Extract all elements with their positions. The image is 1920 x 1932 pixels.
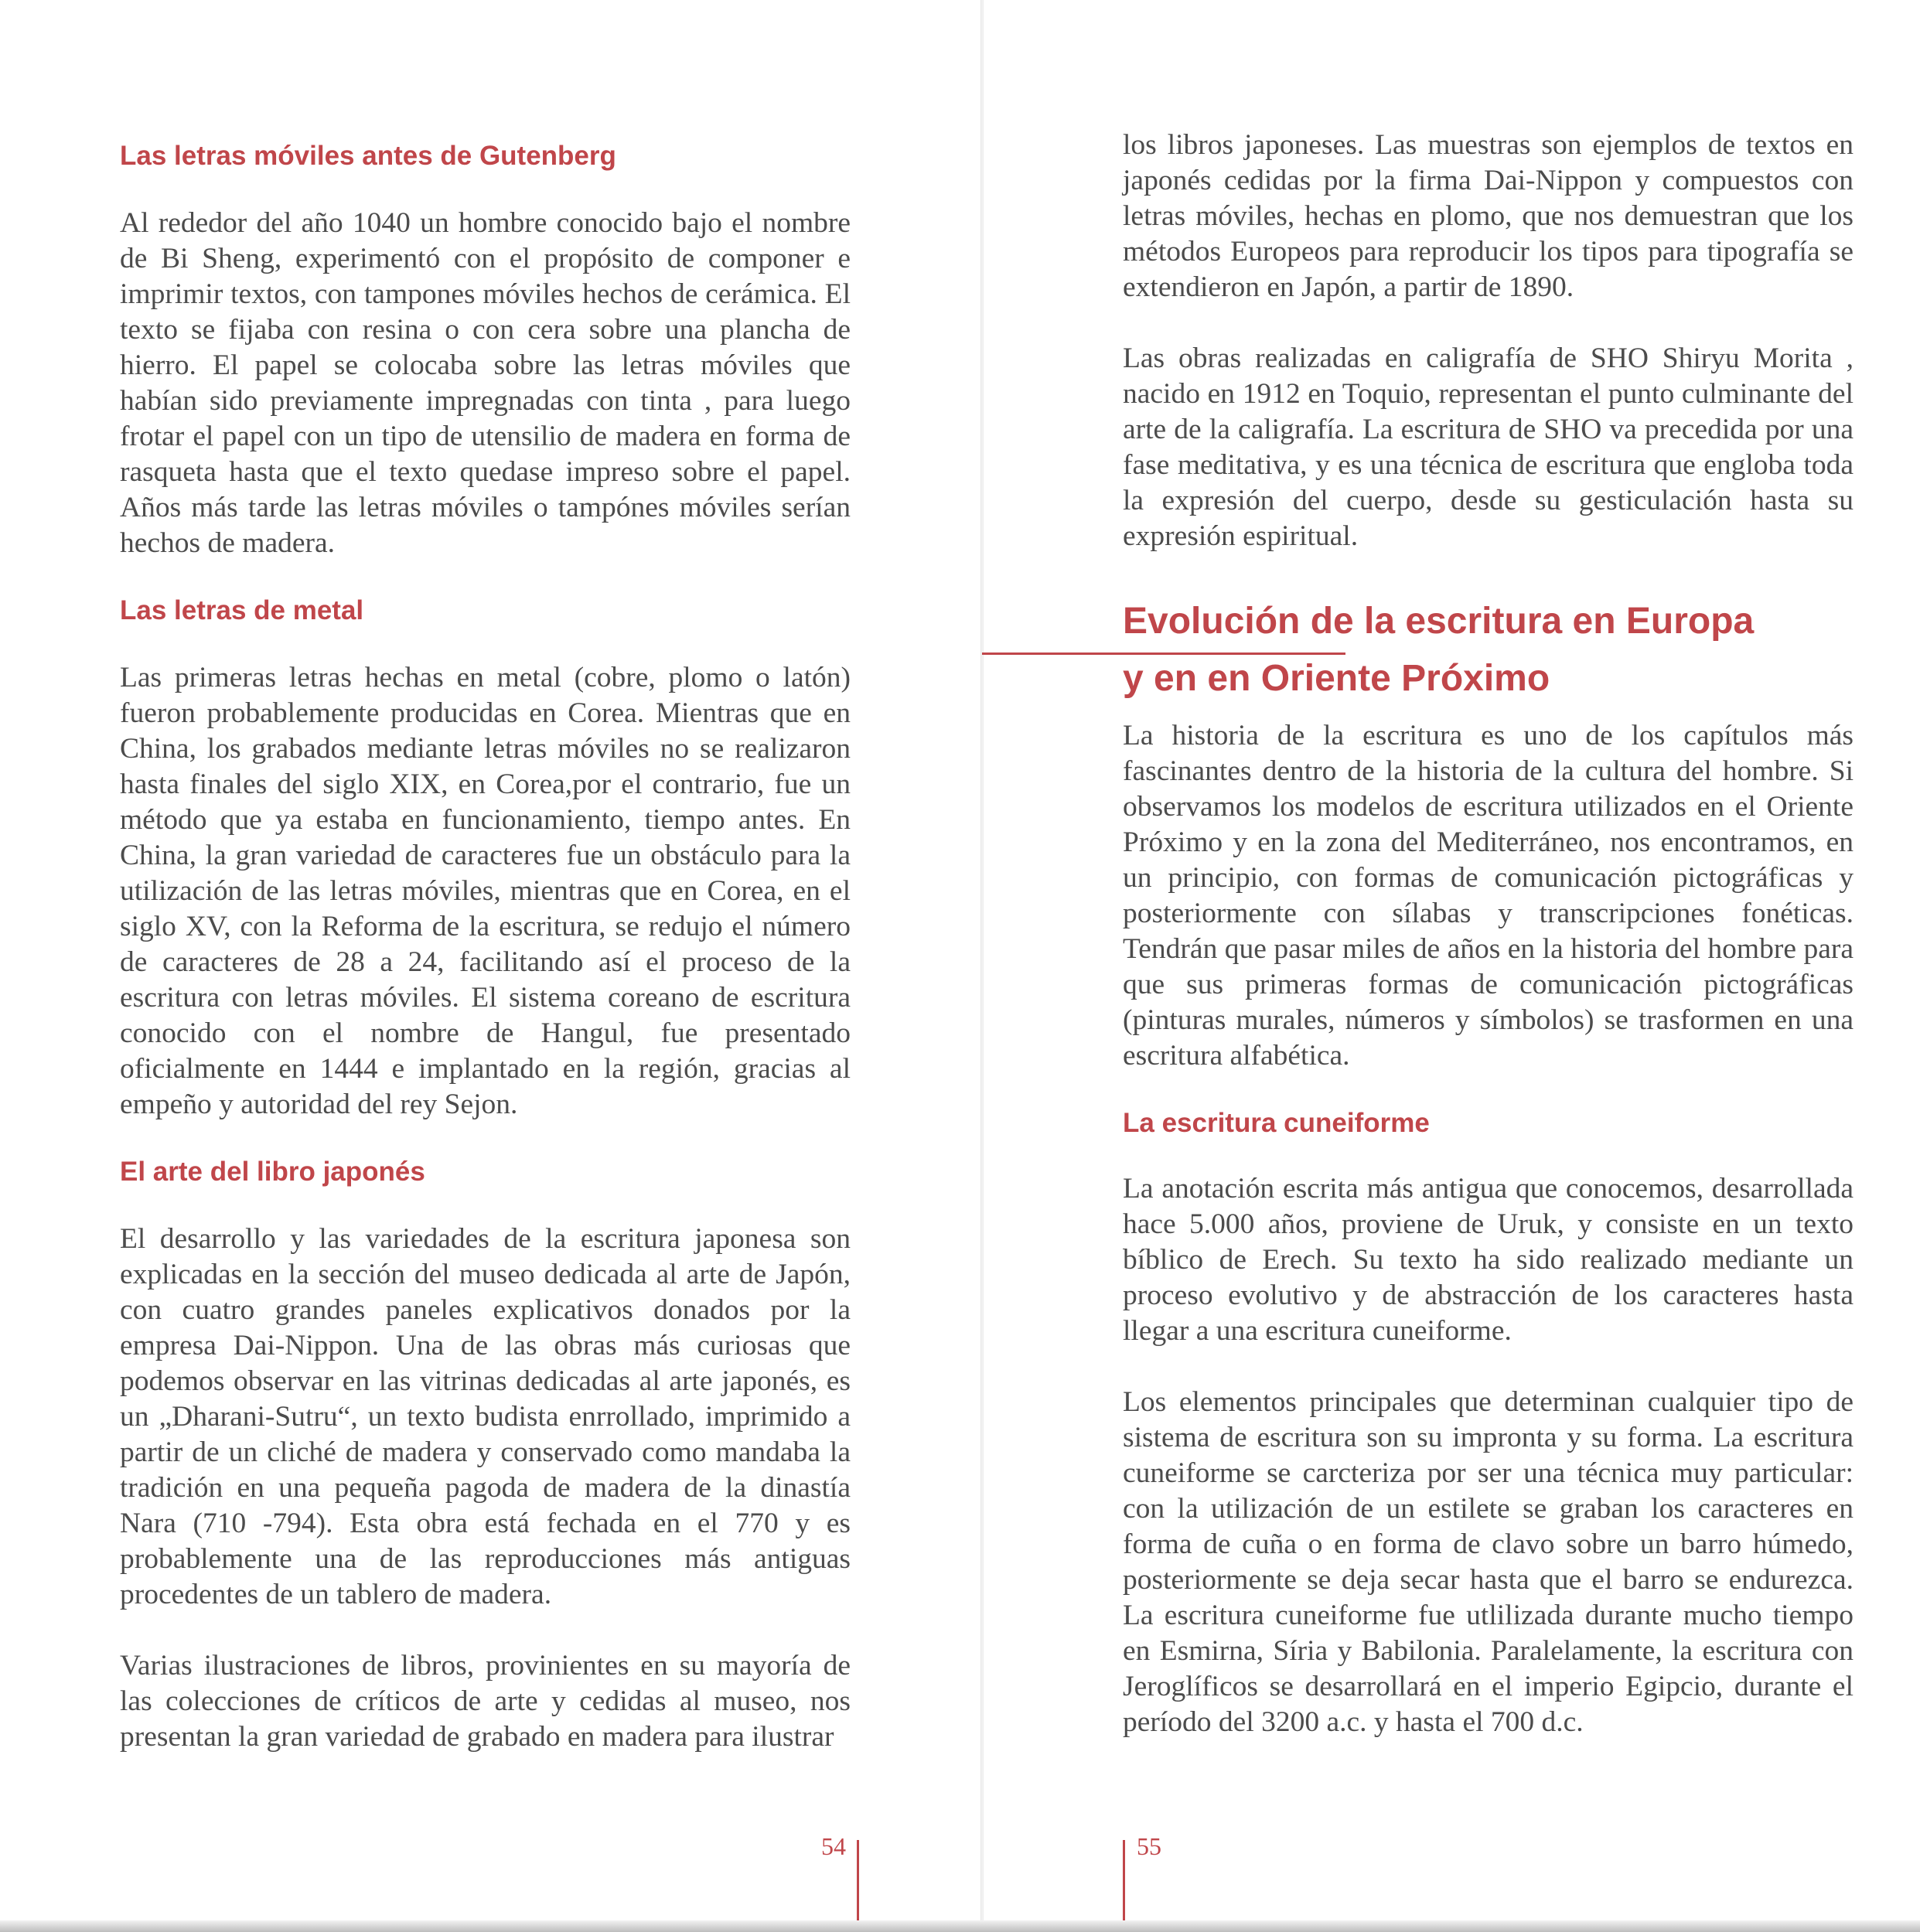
chapter-title-line-1: Evolución de la escritura en Europa — [1123, 601, 1755, 642]
section-heading-gutenberg: Las letras móviles antes de Gutenberg — [120, 141, 616, 171]
paragraph-japanese-continued: los libros japoneses. Las muestras son ejemplos de textos en japonés cedidas por la firma Dai-Nippon y compuestos con letras móviles, hechas en plomo, que nos demuestran que los métodos Europeos para reproducir los tipos para tipografía se extendieron en Japón, a partir de 1890. — [1123, 129, 1853, 303]
page-bottom-edge — [0, 1920, 1920, 1932]
chapter-title-rule — [982, 653, 1345, 655]
paragraph-metal: Las primeras letras hechas en metal (cobre, plomo o latón) fueron probablemente producidas en Corea. Mientras que en China, los grabados mediante letras móviles no se realizaron hasta finales del siglo XIX, en Corea,por el contrario, fue un método que ya estaba en funcionamiento, tiempo antes. En China, la gran variedad de caracteres fue un obstáculo para la utilización de las letras móviles, mientras que en Corea, en el siglo XV, con la Reforma de la escritura, se redujo el número de caracteres de 28 a 24, facilitando así el proceso de la escritura con letras móviles. El sistema coreano de escritura conocido con el nombre de Hangul, fue presentado oficialmente en 1444 e implantado en la región, gracias al empeño y autoridad del rey Sejon. — [120, 662, 851, 1120]
paragraph-sho-calligraphy: Las obras realizadas en caligrafía de SHO Shiryu Morita , nacido en 1912 en Toquio, representan el punto culminante del arte de la caligrafía. La escritura de SHO va precedida por una fase meditativa, y es una técnica de escritura que engloba toda la expresión del cuerpo, desde su gesticulación hasta su expresión espiritual. — [1123, 342, 1853, 552]
paragraph-cuneiform-1: La anotación escrita más antigua que conocemos, desarrollada hace 5.000 años, proviene de Uruk, y consiste en un texto bíblico de Erech. Su texto ha sido realizado mediante un proceso evolutivo y de abstracción de los caracteres hasta llegar a una escritura cuneiforme. — [1123, 1173, 1853, 1347]
paragraph-gutenberg: Al rededor del año 1040 un hombre conocido bajo el nombre de Bi Sheng, experimentó con el propósito de componer e imprimir textos, con tampones móviles hechos de cerámica. El texto se fijaba con resina o con cera sobre una plancha de hierro. El papel se colocaba sobre las letras móviles que habían sido previamente impregnadas con tinta , para luego frotar el papel con un tipo de utensilio de madera en forma de rasqueta hasta que el texto quedase impreso sobre el papel. Años más tarde las letras móviles o tampónes móviles serían hechos de madera. — [120, 207, 851, 559]
chapter-title-line-2: y en en Oriente Próximo — [1123, 658, 1550, 699]
section-heading-japanese-book: El arte del libro japonés — [120, 1157, 425, 1187]
paragraph-history-writing: La historia de la escritura es uno de los capítulos más fascinantes dentro de la historia de la cultura del hombre. Si observamos los modelos de escritura utilizados en el Oriente Próximo y en la zona del Mediterráneo, nos encontramos, en un principio, con formas de comunicación pictográficas y posteriormente con sílabas y transcripciones fonéticas. Tendrán que pasar miles de años en la historia del hombre para que sus primeras formas de comunicación pictográficas (pinturas murales, números y símbolos) se trasformen en una escritura alfabética. — [1123, 720, 1853, 1072]
page-number-right: 55 — [1137, 1832, 1161, 1860]
page-number-left: 54 — [821, 1832, 846, 1860]
right-column — [1123, 128, 1853, 1740]
left-column — [120, 139, 851, 1755]
paragraph-japanese-book-1: El desarrollo y las variedades de la escritura japonesa son explicadas en la sección del museo dedicada al arte de Japón, con cuatro grandes paneles explicativos donados por la empresa Dai-Nippon. Una de las obras más curiosas que podemos observar en las vitrinas dedicadas al arte japonés, es un „Dharani-Sutru“, un texto budista enrrollado, imprimido a partir de un cliché de madera y conservado como mandaba la tradición en una pequeña pagoda de madera de la dinastía Nara (710 -794). Esta obra está fechada en el 770 y es probablemente una de las reproducciones más antiguas procedentes de un tablero de madera. — [120, 1223, 851, 1610]
folio-rule-right — [1123, 1840, 1125, 1925]
folio-rule-left — [857, 1840, 859, 1925]
paragraph-cuneiform-2: Los elementos principales que determinan cualquier tipo de sistema de escritura son su impronta y su forma. La escritura cuneiforme se carcteriza por ser una técnica muy particular: con la utilización de un estilete se graban los caracteres en forma de cuña o en forma de clavo sobre un barro húmedo, posteriormente se deja secar hasta que el barro se endurezca. La escritura cuneiforme fue utlilizada durante mucho tiempo en Esmirna, Síria y Babilonia. Paralelamente, la escritura con Jeroglíficos se desarrollará en el imperio Egipcio, durante el período del 3200 a.c. y hasta el 700 d.c. — [1123, 1386, 1853, 1738]
section-heading-metal: Las letras de metal — [120, 595, 364, 625]
section-heading-cuneiform: La escritura cuneiforme — [1123, 1108, 1430, 1138]
paragraph-japanese-book-2: Varias ilustraciones de libros, provinientes en su mayoría de las colecciones de críticos de arte y cedidas al museo, nos presentan la gran variedad de grabado en madera para ilustrar — [120, 1650, 851, 1753]
